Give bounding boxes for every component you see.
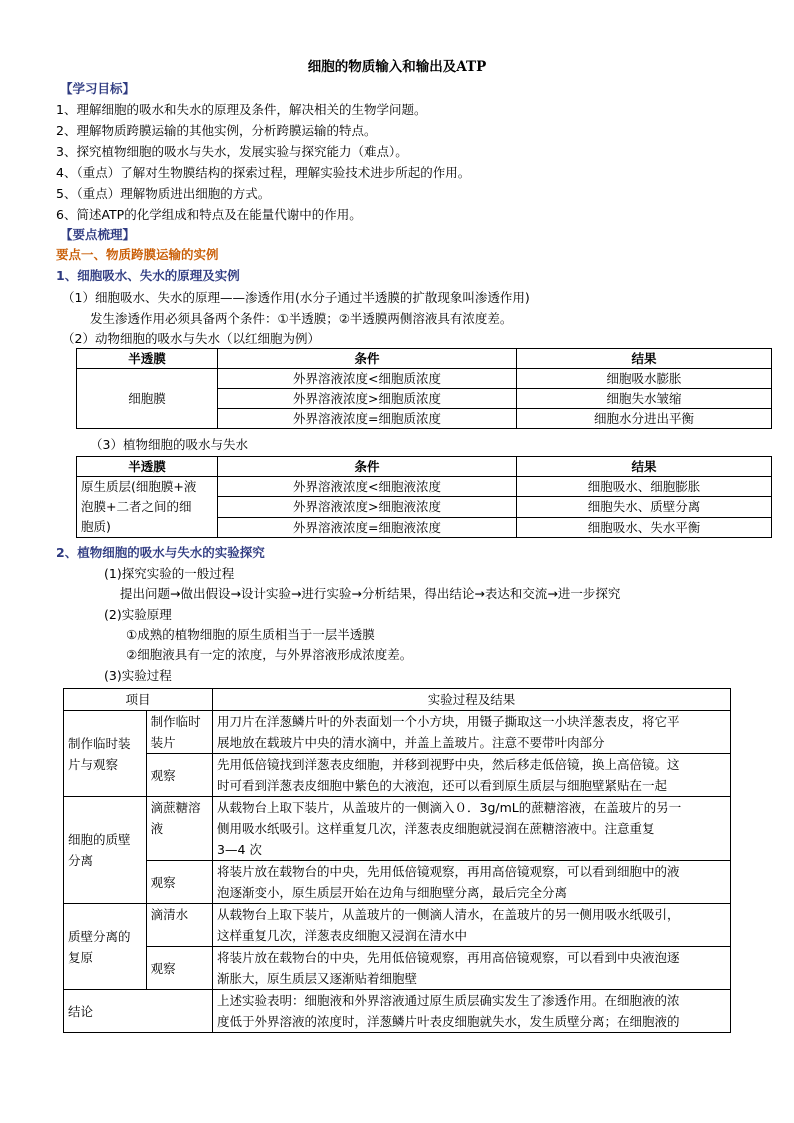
paragraph: （2）动物细胞的吸水与失水（以红细胞为例）: [62, 331, 320, 346]
sub-item-cell: [146, 711, 212, 754]
sub-item-line: 液: [150, 821, 164, 836]
paragraph: （3）植物细胞的吸水与失水: [90, 437, 248, 452]
point-heading: 要点一、物质跨膜运输的实例: [56, 247, 219, 262]
sub-item-cell: 观察: [146, 947, 212, 990]
process-line: 侧用吸水纸吸引。这样重复几次，洋葱表皮细胞就浸润在蔗糖溶液中。注意重复: [217, 821, 655, 836]
process-line: 将装片放在载物台的中央，先用低倍镜观察，再用高倍镜观察，可以看到细胞中的液: [217, 864, 680, 879]
table-header: 半透膜: [77, 457, 218, 477]
result-cell: 细胞失水、质壁分离: [517, 497, 772, 517]
process-cell: [213, 754, 731, 797]
sub-item-line: 滴蔗糖溶: [150, 800, 201, 815]
process-line: 先用低倍镜找到洋葱表皮细胞，并移到视野中央，然后移走低倍镜，换上高倍镜。这: [217, 757, 680, 772]
process-cell: [213, 797, 731, 861]
paragraph: (2)实验原理: [104, 607, 172, 622]
condition-cell: 外界溶液浓度=细胞质浓度: [218, 409, 517, 429]
group-label-line: 质壁分离的: [68, 928, 131, 944]
process-line: 用刀片在洋葱鳞片叶的外表面划一个小方块，用镊子撕取这一小块洋葱表皮，将它平: [217, 714, 680, 729]
condition-cell: 外界溶液浓度=细胞液浓度: [218, 517, 517, 537]
group-label-line: 制作临时装: [68, 735, 131, 751]
result-cell: 细胞吸水膨胀: [517, 369, 772, 389]
process-cell: [213, 711, 731, 754]
section-heading: 1、细胞吸水、失水的原理及实例: [56, 268, 240, 283]
group-cell: [64, 711, 147, 797]
sub-item-cell: 观察: [146, 861, 212, 904]
paragraph: (3)实验过程: [104, 668, 172, 683]
paragraph: (1)探究实验的一般过程: [104, 566, 235, 581]
group-label-line: 分离: [68, 853, 94, 868]
process-line: 时可看到洋葱表皮细胞中紫色的大液泡，还可以看到原生质层与细胞壁紧贴在一起: [217, 778, 668, 793]
group-label-line: 复原: [68, 949, 94, 965]
condition-cell: 外界溶液浓度<细胞液浓度: [218, 477, 517, 497]
plant-cell-table: [76, 456, 772, 538]
goal-item: 4、（重点）了解对生物膜结构的探索过程，理解实验技术进步所起的作用。: [56, 165, 471, 180]
conclusion-label: 结论: [64, 990, 213, 1033]
process-line: 上述实验表明：细胞液和外界溶液通过原生质层确实发生了渗透作用。在细胞液的浓: [217, 993, 680, 1008]
sub-item-cell: 观察: [146, 754, 212, 797]
process-line: 这样重复几次，洋葱表皮细胞又浸润在清水中: [217, 928, 468, 943]
goal-item: 1、理解细胞的吸水和失水的原理及条件，解决相关的生物学问题。: [56, 102, 427, 117]
table-header: 结果: [517, 457, 772, 477]
process-line: 从载物台上取下装片，从盖玻片的一侧滴人清水，在盖玻片的另一侧用吸水纸吸引，: [217, 907, 680, 922]
process-line: 3—4 次: [217, 842, 262, 857]
sub-item-line: 制作临时: [150, 714, 201, 729]
result-cell: 细胞吸水、失水平衡: [517, 517, 772, 537]
key-points-header: 【要点梳理】: [60, 227, 136, 242]
result-cell: 细胞水分进出平衡: [517, 409, 772, 429]
goal-item: 6、简述ATP的化学组成和特点及在能量代谢中的作用。: [56, 207, 362, 222]
paragraph: ①成熟的植物细胞的原生质相当于一层半透膜: [126, 627, 375, 642]
process-line: 从载物台上取下装片，从盖玻片的一侧滴入０．3g/mL的蔗糖溶液，在盖玻片的另一: [217, 800, 682, 815]
condition-cell: 外界溶液浓度<细胞质浓度: [218, 369, 517, 389]
condition-cell: 外界溶液浓度>细胞液浓度: [218, 497, 517, 517]
condition-cell: 外界溶液浓度>细胞质浓度: [218, 389, 517, 409]
sub-item-cell: [146, 797, 212, 861]
page-title: 细胞的物质输入和输出及ATP: [307, 59, 487, 75]
goal-item: 2、理解物质跨膜运输的其他实例，分析跨膜运输的特点。: [56, 123, 377, 138]
process-line: 展地放在载玻片中央的清水滴中，并盖上盖玻片。注意不要带叶肉部分: [217, 735, 605, 750]
membrane-line: 胞质): [81, 519, 111, 534]
process-cell: [213, 861, 731, 904]
paragraph: 发生渗透作用必须具备两个条件：①半透膜；②半透膜两侧溶液具有浓度差。: [90, 311, 513, 326]
paragraph: （1）细胞吸水、失水的原理——渗透作用(水分子通过半透膜的扩散现象叫渗透作用): [62, 290, 530, 305]
process-cell: [213, 904, 731, 947]
table-header: 项目: [64, 689, 213, 711]
paragraph: ②细胞液具有一定的浓度，与外界溶液形成浓度差。: [126, 647, 413, 662]
table-header: 结果: [517, 349, 772, 369]
membrane-line: 原生质层(细胞膜+液: [81, 479, 197, 494]
table-header: 条件: [218, 349, 517, 369]
group-cell: [64, 797, 147, 904]
section-heading: 2、植物细胞的吸水与失水的实验探究: [56, 545, 265, 560]
group-label-line: 细胞的质壁: [68, 832, 131, 847]
process-cell: [213, 947, 731, 990]
sub-item-cell: 滴清水: [146, 904, 212, 947]
process-line: 泡逐渐变小，原生质层开始在边角与细胞壁分离，最后完全分离: [217, 885, 568, 900]
membrane-line: 泡膜+二者之间的细: [81, 499, 192, 514]
membrane-cell: [77, 477, 218, 538]
group-cell: [64, 904, 147, 990]
process-line: 渐胀大，原生质层又逐渐贴着细胞壁: [217, 971, 418, 986]
group-label-line: 片与观察: [68, 756, 119, 772]
goal-item: 5、（重点）理解物质进出细胞的方式。: [56, 186, 271, 201]
result-cell: 细胞吸水、细胞膨胀: [517, 477, 772, 497]
experiment-table: [63, 688, 731, 1033]
result-cell: 细胞失水皱缩: [517, 389, 772, 409]
goals-header: 【学习目标】: [60, 81, 136, 96]
process-line: 度低于外界溶液的浓度时，洋葱鳞片叶表皮细胞就失水，发生质壁分离；在细胞液的: [217, 1014, 680, 1029]
membrane-cell: 细胞膜: [77, 369, 218, 429]
table-header: 半透膜: [77, 349, 218, 369]
table-header: 实验过程及结果: [213, 689, 731, 711]
goal-item: 3、探究植物细胞的吸水与失水，发展实验与探究能力（难点）。: [56, 144, 408, 159]
sub-item-line: 装片: [150, 735, 176, 750]
table-header: 条件: [218, 457, 517, 477]
animal-cell-table: [76, 348, 772, 429]
paragraph: 提出问题→做出假设→设计实验→进行实验→分析结果，得出结论→表达和交流→进一步探究: [120, 586, 621, 601]
process-cell: [213, 990, 731, 1033]
process-line: 将装片放在载物台的中央，先用低倍镜观察，再用高倍镜观察，可以看到中央液泡逐: [217, 950, 680, 965]
